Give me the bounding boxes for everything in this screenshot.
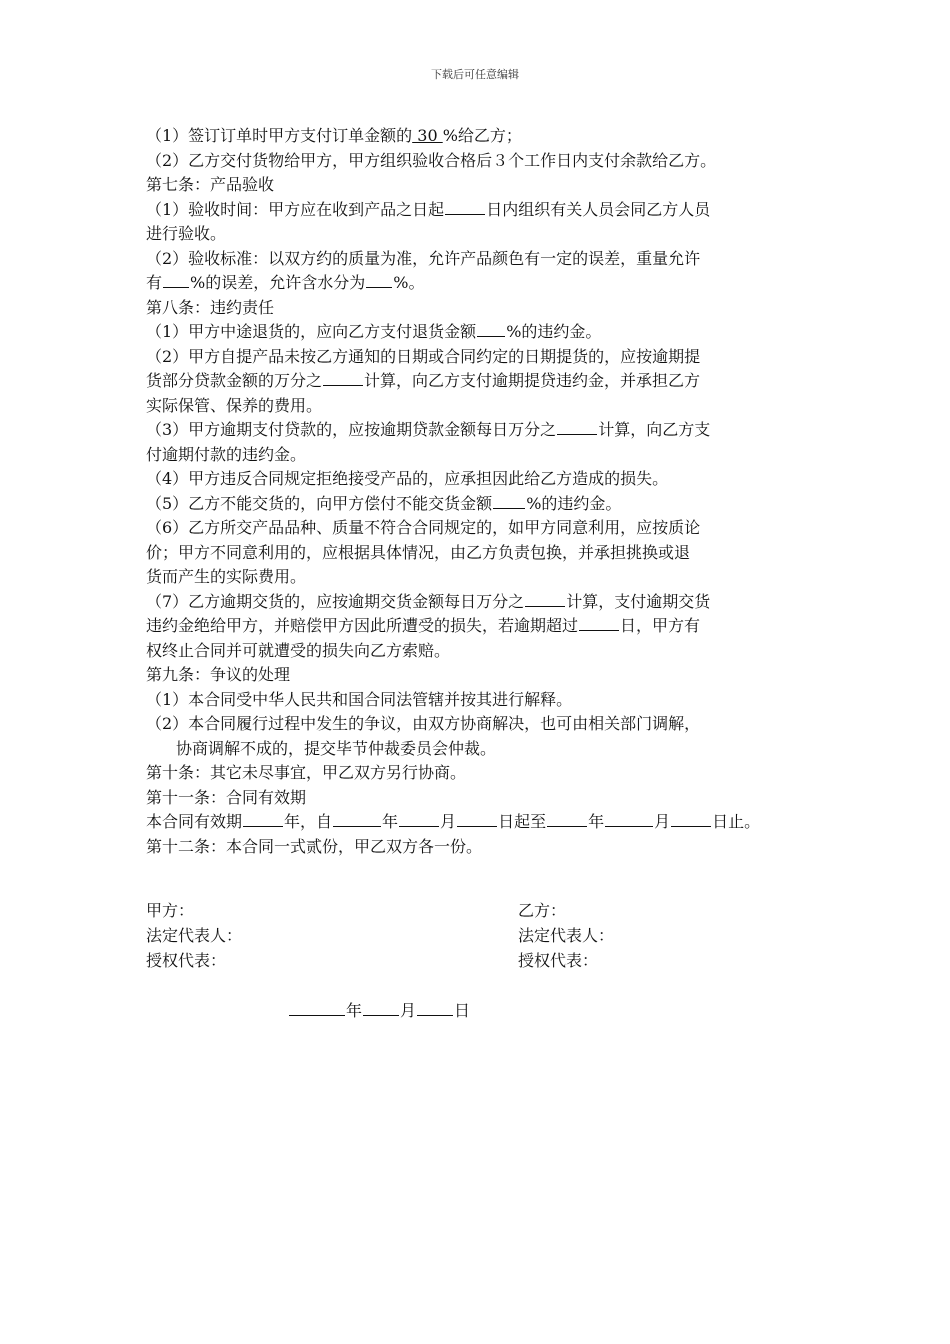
contract-line-10 xyxy=(146,345,816,370)
contract-line-28 xyxy=(146,786,816,811)
line-text: （2）乙方交付货物给甲方，甲方组织验收合格后３个工作日内支付余款给乙方。 xyxy=(146,150,717,170)
fill-in-blank[interactable] xyxy=(547,810,587,827)
signing-date xyxy=(288,998,470,1021)
line-text: （3）甲方逾期支付贷款的，应按逾期贷款金额每日万分之 xyxy=(146,420,557,439)
fill-in-blank[interactable] xyxy=(399,810,439,827)
line-text: 月 xyxy=(440,812,457,831)
line-text: 年 xyxy=(382,812,399,831)
fill-in-blank[interactable] xyxy=(671,810,711,827)
line-text: %的违约金。 xyxy=(526,493,622,513)
contract-line-18 xyxy=(146,541,816,566)
line-text: 年，自 xyxy=(284,812,333,831)
line-text: 计算，向乙方支付逾期提贷违约金，并承担乙方 xyxy=(364,371,701,390)
line-text: 第九条：争议的处理 xyxy=(146,665,291,684)
date-year-label: 年 xyxy=(346,1001,363,1020)
signature-row-authorized xyxy=(146,948,816,973)
line-text: （7）乙方逾期交货的，应按逾期交货金额每日万分之 xyxy=(146,591,525,611)
line-text: 年 xyxy=(588,812,605,831)
line-text: （5）乙方不能交货的，向甲方偿付不能交货金额 xyxy=(146,493,493,513)
line-text: （1）本合同受中华人民共和国合同法管辖并按其进行解释。 xyxy=(146,689,573,709)
line-text: 本合同有效期 xyxy=(146,812,243,831)
contract-line-24 xyxy=(146,688,816,713)
contract-line-26 xyxy=(146,737,816,762)
contract-line-25 xyxy=(146,712,816,737)
line-text: 付逾期付款的违约金。 xyxy=(146,444,307,464)
line-text: 第十二条：本合同一式贰份，甲乙双方各一份。 xyxy=(146,836,483,856)
contract-line-20 xyxy=(146,590,816,615)
contract-line-27 xyxy=(146,761,816,786)
contract-line-21 xyxy=(146,614,816,639)
line-text: （4）甲方违反合同规定拒绝接受产品的，应承担因此给乙方造成的损失。 xyxy=(146,469,669,488)
blank-day[interactable] xyxy=(417,999,453,1016)
contract-line-5 xyxy=(146,222,816,247)
line-text: 日起至 xyxy=(498,812,547,831)
line-text: 日，甲方有 xyxy=(620,616,701,635)
line-text: 有 xyxy=(146,273,163,292)
fill-in-blank[interactable] xyxy=(605,810,653,827)
contract-line-17 xyxy=(146,516,816,541)
fill-in-blank[interactable] xyxy=(445,198,485,215)
party-a-legal-rep-label: 法定代表人： xyxy=(146,926,243,945)
line-text: （1）甲方中途退货的，应向乙方支付退货金额 xyxy=(146,322,477,341)
line-text: 第十一条：合同有效期 xyxy=(146,787,307,807)
fill-in-blank[interactable] xyxy=(493,492,525,509)
line-text: （1）验收时间：甲方应在收到产品之日起 xyxy=(146,199,445,219)
line-text: 货而产生的实际费用。 xyxy=(146,567,307,586)
contract-line-6 xyxy=(146,247,816,272)
line-text: （6）乙方所交产品品种、质量不符合合同规定的，如甲方同意利用，应按质论 xyxy=(146,518,701,537)
page-header: 下载后可任意编辑 xyxy=(431,68,519,81)
line-text: （2）甲方自提产品未按乙方通知的日期或合同约定的日期提货的，应按逾期提 xyxy=(146,346,701,366)
line-text: 第十条：其它未尽事宜，甲乙双方另行协商。 xyxy=(146,763,467,782)
party-a-authorized-label: 授权代表： xyxy=(146,951,227,970)
line-text: 进行验收。 xyxy=(146,224,227,243)
line-text: 违约金绝给甲方，并赔偿甲方因此所遭受的损失，若逾期超过 xyxy=(146,616,579,635)
contract-line-3 xyxy=(146,173,816,198)
line-text: %给乙方； xyxy=(442,126,522,145)
line-text: %的误差，允许含水分为 xyxy=(190,273,366,292)
signature-row-legal-rep xyxy=(146,923,816,948)
line-text: 价；甲方不同意利用的，应根据具体情况，由乙方负责包换，并承担挑换或退 xyxy=(146,542,691,562)
contract-line-30 xyxy=(146,835,816,860)
contract-line-2 xyxy=(146,149,816,174)
contract-line-9 xyxy=(146,320,816,345)
line-text: 日止。 xyxy=(712,812,761,831)
contract-line-11 xyxy=(146,369,816,394)
line-text: 第七条：产品验收 xyxy=(146,175,275,194)
signature-row-party xyxy=(146,898,816,923)
contract-line-15 xyxy=(146,467,816,492)
line-text: 货部分贷款金额的万分之 xyxy=(146,371,323,390)
signature-block xyxy=(146,898,816,973)
line-text: 计算，支付逾期交货 xyxy=(566,591,711,611)
contract-line-19 xyxy=(146,565,816,590)
contract-line-23 xyxy=(146,663,816,688)
line-text: （2）验收标准：以双方约的质量为准，允许产品颜色有一定的误差，重量允许 xyxy=(146,248,701,268)
contract-line-13 xyxy=(146,418,816,443)
fill-in-blank[interactable] xyxy=(579,614,619,631)
line-text: 计算，向乙方支 xyxy=(598,420,711,439)
fill-in-blank[interactable] xyxy=(477,320,505,337)
fill-in-blank[interactable] xyxy=(457,810,497,827)
contract-line-29 xyxy=(146,810,816,835)
line-text: 实际保管、保养的费用。 xyxy=(146,395,323,415)
contract-line-22 xyxy=(146,639,816,664)
contract-line-16 xyxy=(146,492,816,517)
party-b-legal-rep-label: 法定代表人： xyxy=(518,926,615,945)
line-text: %。 xyxy=(393,273,425,292)
date-month-label: 月 xyxy=(400,1001,417,1020)
fill-in-blank[interactable] xyxy=(333,810,381,827)
contract-line-8 xyxy=(146,296,816,321)
filled-value: 30 xyxy=(412,126,443,145)
fill-in-blank[interactable] xyxy=(366,271,392,288)
line-text: 日内组织有关人员会同乙方人员 xyxy=(486,199,711,219)
line-text: 月 xyxy=(654,812,671,831)
contract-line-12 xyxy=(146,394,816,419)
line-text: （2）本合同履行过程中发生的争议，由双方协商解决，也可由相关部门调解， xyxy=(146,714,701,733)
party-b-authorized-label: 授权代表： xyxy=(518,951,599,970)
line-text: %的违约金。 xyxy=(506,322,602,341)
contract-line-7 xyxy=(146,271,816,296)
party-b-label: 乙方： xyxy=(518,901,567,920)
line-text: （1）签订订单时甲方支付订单金额的 xyxy=(146,126,413,145)
party-a-label: 甲方： xyxy=(146,901,195,920)
line-text: 第八条：违约责任 xyxy=(146,297,275,317)
fill-in-blank[interactable] xyxy=(557,418,597,435)
fill-in-blank[interactable] xyxy=(243,810,283,827)
blank-year[interactable] xyxy=(289,999,345,1016)
contract-line-4 xyxy=(146,198,816,223)
date-day-label: 日 xyxy=(454,1001,471,1020)
fill-in-blank[interactable] xyxy=(323,369,363,386)
line-text: 协商调解不成的，提交毕节仲裁委员会仲裁。 xyxy=(176,738,497,758)
contract-line-1 xyxy=(146,124,816,149)
contract-body xyxy=(146,124,816,859)
blank-month[interactable] xyxy=(363,999,399,1016)
contract-line-14 xyxy=(146,443,816,468)
line-text: 权终止合同并可就遭受的损失向乙方索赔。 xyxy=(146,640,451,660)
fill-in-blank[interactable] xyxy=(525,590,565,607)
fill-in-blank[interactable] xyxy=(163,271,189,288)
